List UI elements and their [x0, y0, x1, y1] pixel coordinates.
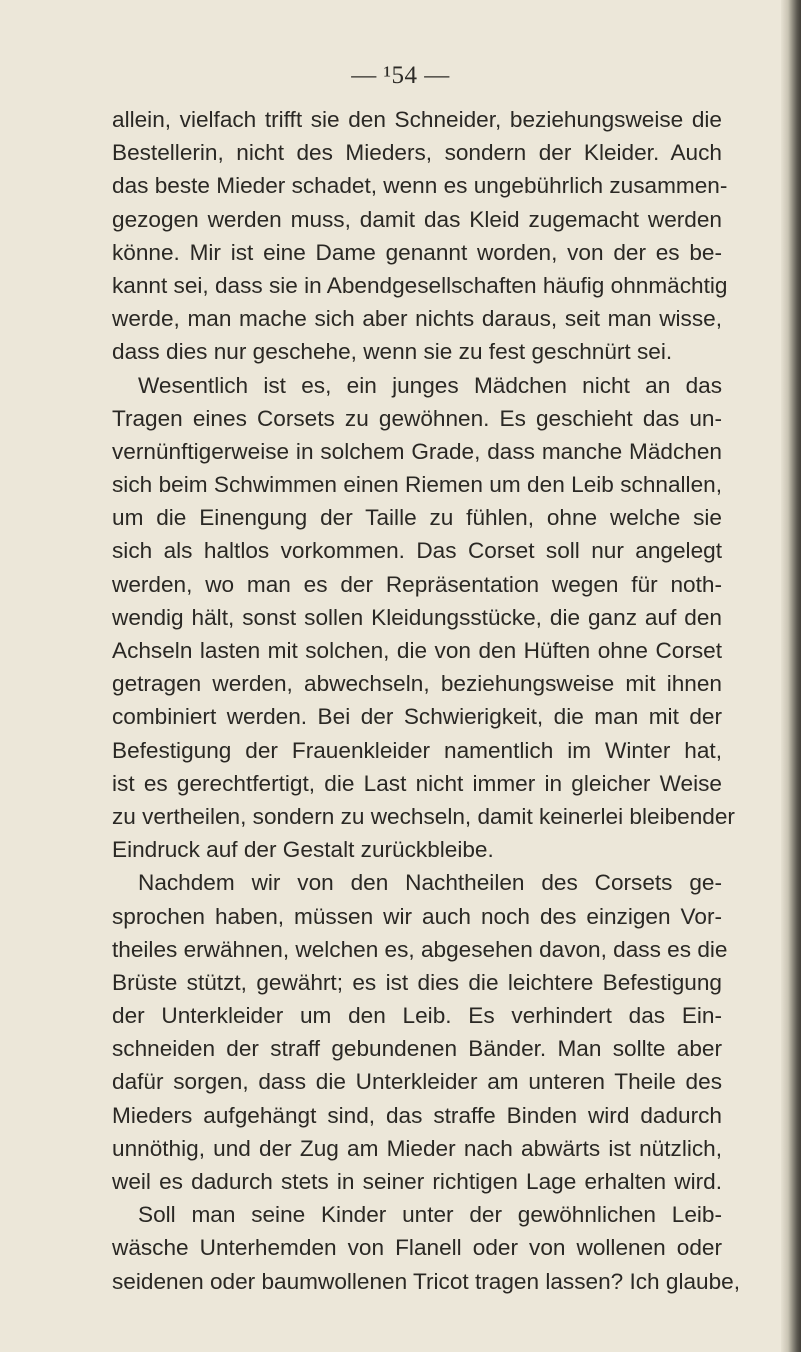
- text-line: sich beim Schwimmen einen Riemen um den Leib schnallen,: [112, 472, 722, 498]
- text-line: theiles erwähnen, welchen es, abgesehen davon, dass es die: [112, 936, 728, 962]
- text-line: werden, wo man es der Repräsentation wegen für noth-: [112, 571, 722, 597]
- text-line: zu vertheilen, sondern zu wechseln, damit keinerlei bleibender: [112, 803, 735, 829]
- text-line: seidenen oder baumwollenen Tricot tragen lassen? Ich glaube,: [112, 1268, 741, 1294]
- text-line: vernünftigerweise in solchem Grade, dass manche Mädchen: [112, 438, 722, 464]
- text-line: wendig hält, sonst sollen Kleidungsstücke, die ganz auf den: [112, 604, 722, 630]
- text-line: gezogen werden muss, damit das Kleid zugemacht werden: [112, 206, 722, 232]
- text-line: Brüste stützt, gewährt; es ist dies die leichtere Befestigung: [112, 969, 722, 995]
- text-line: Eindruck auf der Gestalt zurückbleibe.: [112, 837, 494, 863]
- text-line: weil es dadurch stets in seiner richtigen Lage erhalten wird.: [112, 1169, 722, 1194]
- book-spine-shadow: [781, 0, 801, 1352]
- text-line: um die Einengung der Taille zu fühlen, ohne welche sie: [112, 505, 722, 531]
- paragraph-start-line: Soll man seine Kinder unter der gewöhnlichen Leib-: [138, 1202, 722, 1228]
- text-line: Befestigung der Frauenkleider namentlich im Winter hat,: [112, 737, 722, 763]
- text-line: wäsche Unterhemden von Flanell oder von wollenen oder: [112, 1235, 722, 1261]
- paragraph-start-line: Nachdem wir von den Nachtheilen des Corsets ge-: [138, 870, 722, 896]
- text-line: dass dies nur geschehe, wenn sie zu fest geschnürt sei.: [112, 339, 673, 365]
- text-line: sich als haltlos vorkommen. Das Corset soll nur angelegt: [112, 538, 722, 564]
- text-line: kannt sei, dass sie in Abendgesellschaften häufig ohnmächtig: [112, 272, 728, 298]
- text-line: unnöthig, und der Zug am Mieder nach abwärts ist nützlich,: [112, 1135, 722, 1161]
- text-line: allein, vielfach trifft sie den Schneider, beziehungsweise die: [112, 107, 722, 132]
- text-line: werde, man mache sich aber nichts daraus, seit man wisse,: [112, 306, 722, 332]
- text-line: Achseln lasten mit solchen, die von den Hüften ohne Corset: [112, 638, 722, 663]
- text-line: das beste Mieder schadet, wenn es ungebührlich zusammen-: [112, 173, 728, 199]
- text-line: Tragen eines Corsets zu gewöhnen. Es geschieht das un-: [112, 405, 722, 431]
- text-line: getragen werden, abwechseln, beziehungsweise mit ihnen: [112, 671, 722, 697]
- text-line: Mieders aufgehängt sind, das straffe Binden wird dadurch: [112, 1102, 722, 1128]
- text-line: schneiden der straff gebundenen Bänder. Man sollte aber: [112, 1036, 722, 1062]
- paragraph-start-line: Wesentlich ist es, ein junges Mädchen nicht an das: [138, 372, 722, 398]
- text-line: der Unterkleider um den Leib. Es verhindert das Ein-: [112, 1003, 722, 1029]
- body-text: [112, 103, 741, 1298]
- page-number: — ¹54 —: [351, 62, 450, 89]
- text-line: dafür sorgen, dass die Unterkleider am unteren Theile des: [112, 1069, 722, 1095]
- text-line: sprochen haben, müssen wir auch noch des einzigen Vor-: [112, 903, 722, 929]
- text-line: Bestellerin, nicht des Mieders, sondern der Kleider. Auch: [112, 140, 722, 166]
- text-line: combiniert werden. Bei der Schwierigkeit, die man mit der: [112, 704, 722, 730]
- text-line: ist es gerechtfertigt, die Last nicht immer in gleicher Weise: [112, 770, 722, 796]
- text-line: könne. Mir ist eine Dame genannt worden, von der es be-: [112, 239, 722, 265]
